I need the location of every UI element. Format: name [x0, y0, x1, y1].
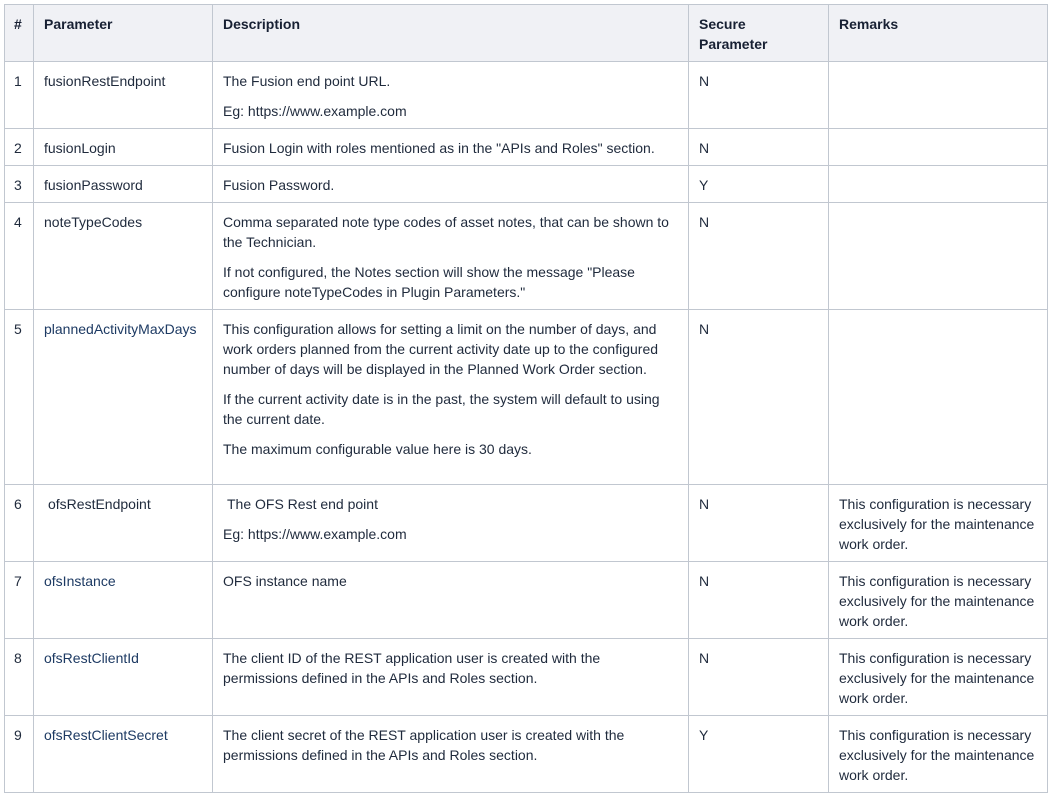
table-header-row [5, 5, 1048, 62]
description-text-inner: The OFS Rest end point [227, 496, 378, 512]
header-description: Description [213, 5, 689, 62]
header-remarks: Remarks [829, 5, 1048, 62]
secure-flag: N [689, 639, 829, 716]
description-cell [213, 562, 689, 639]
secure-flag: N [689, 62, 829, 129]
header-secure-parameter [689, 5, 829, 62]
parameter-name: fusionLogin [34, 129, 213, 166]
description-cell [213, 639, 689, 716]
description-text: The Fusion end point URL. [223, 73, 391, 89]
row-num: 3 [5, 166, 34, 203]
parameter-name: fusionRestEndpoint [34, 62, 213, 129]
description-cell [213, 716, 689, 793]
description-cell [213, 166, 689, 203]
description-text: The client secret of the REST application user is created with the permissions defined in the APIs and Roles section. [223, 727, 625, 763]
table-row [5, 639, 1048, 716]
secure-flag: N [689, 310, 829, 485]
description-cell [213, 310, 689, 485]
row-num: 2 [5, 129, 34, 166]
parameter-name: noteTypeCodes [34, 203, 213, 310]
remarks-cell: This configuration is necessary exclusively for the maintenance work order. [829, 639, 1048, 716]
header-secure-line2: Parameter [699, 36, 768, 52]
remarks-cell: This configuration is necessary exclusively for the maintenance work order. [829, 562, 1048, 639]
parameter-name: ofsRestClientId [34, 639, 213, 716]
row-num: 6 [5, 485, 34, 562]
table-row [5, 203, 1048, 310]
description-example: Eg: https://www.example.com [223, 103, 407, 119]
parameter-name [34, 485, 213, 562]
table-row [5, 166, 1048, 203]
description-text: OFS instance name [223, 573, 347, 589]
row-num: 7 [5, 562, 34, 639]
description-text: Comma separated note type codes of asset notes, that can be shown to the Technician. [223, 214, 669, 250]
remarks-cell [829, 129, 1048, 166]
remarks-cell: This configuration is necessary exclusively for the maintenance work order. [829, 485, 1048, 562]
description-text: If not configured, the Notes section will show the message "Please configure noteTypeCodes in Plugin Parameters." [223, 264, 635, 300]
row-num: 8 [5, 639, 34, 716]
secure-flag: Y [689, 716, 829, 793]
remarks-cell [829, 166, 1048, 203]
row-num: 4 [5, 203, 34, 310]
description-text: If the current activity date is in the past, the system will default to using the current date. [223, 391, 660, 427]
remarks-cell [829, 62, 1048, 129]
parameter-name-text: ofsRestEndpoint [48, 496, 151, 512]
description-cell [213, 203, 689, 310]
parameters-table-container [4, 4, 1048, 793]
description-text: Fusion Password. [223, 177, 335, 193]
description-text: Fusion Login with roles mentioned as in the "APIs and Roles" section. [223, 140, 655, 156]
table-row [5, 562, 1048, 639]
secure-flag: Y [689, 166, 829, 203]
header-num: # [5, 5, 34, 62]
table-row [5, 310, 1048, 485]
secure-flag: N [689, 562, 829, 639]
description-text: The client ID of the REST application user is created with the permissions defined in the APIs and Roles section. [223, 650, 601, 686]
parameter-name: ofsRestClientSecret [34, 716, 213, 793]
row-num: 9 [5, 716, 34, 793]
parameter-name: ofsInstance [34, 562, 213, 639]
description-cell [213, 485, 689, 562]
remarks-cell [829, 310, 1048, 485]
parameter-name: plannedActivityMaxDays [34, 310, 213, 485]
remarks-cell: This configuration is necessary exclusively for the maintenance work order. [829, 716, 1048, 793]
parameter-name: fusionPassword [34, 166, 213, 203]
table-row [5, 716, 1048, 793]
header-parameter: Parameter [34, 5, 213, 62]
row-num: 1 [5, 62, 34, 129]
table-row [5, 129, 1048, 166]
row-num: 5 [5, 310, 34, 485]
secure-flag: N [689, 485, 829, 562]
remarks-cell [829, 203, 1048, 310]
header-secure-line1: Secure [699, 16, 746, 32]
description-text [223, 494, 678, 514]
table-row [5, 485, 1048, 562]
secure-flag: N [689, 203, 829, 310]
description-cell [213, 62, 689, 129]
table-row [5, 62, 1048, 129]
description-cell [213, 129, 689, 166]
plugin-parameters-table [4, 4, 1048, 793]
description-text: This configuration allows for setting a limit on the number of days, and work orders planned from the current activity date up to the configured number of days will be displayed in the Planned Work Order section. [223, 321, 659, 377]
description-text: The maximum configurable value here is 30 days. [223, 441, 532, 457]
secure-flag: N [689, 129, 829, 166]
description-example: Eg: https://www.example.com [223, 526, 407, 542]
